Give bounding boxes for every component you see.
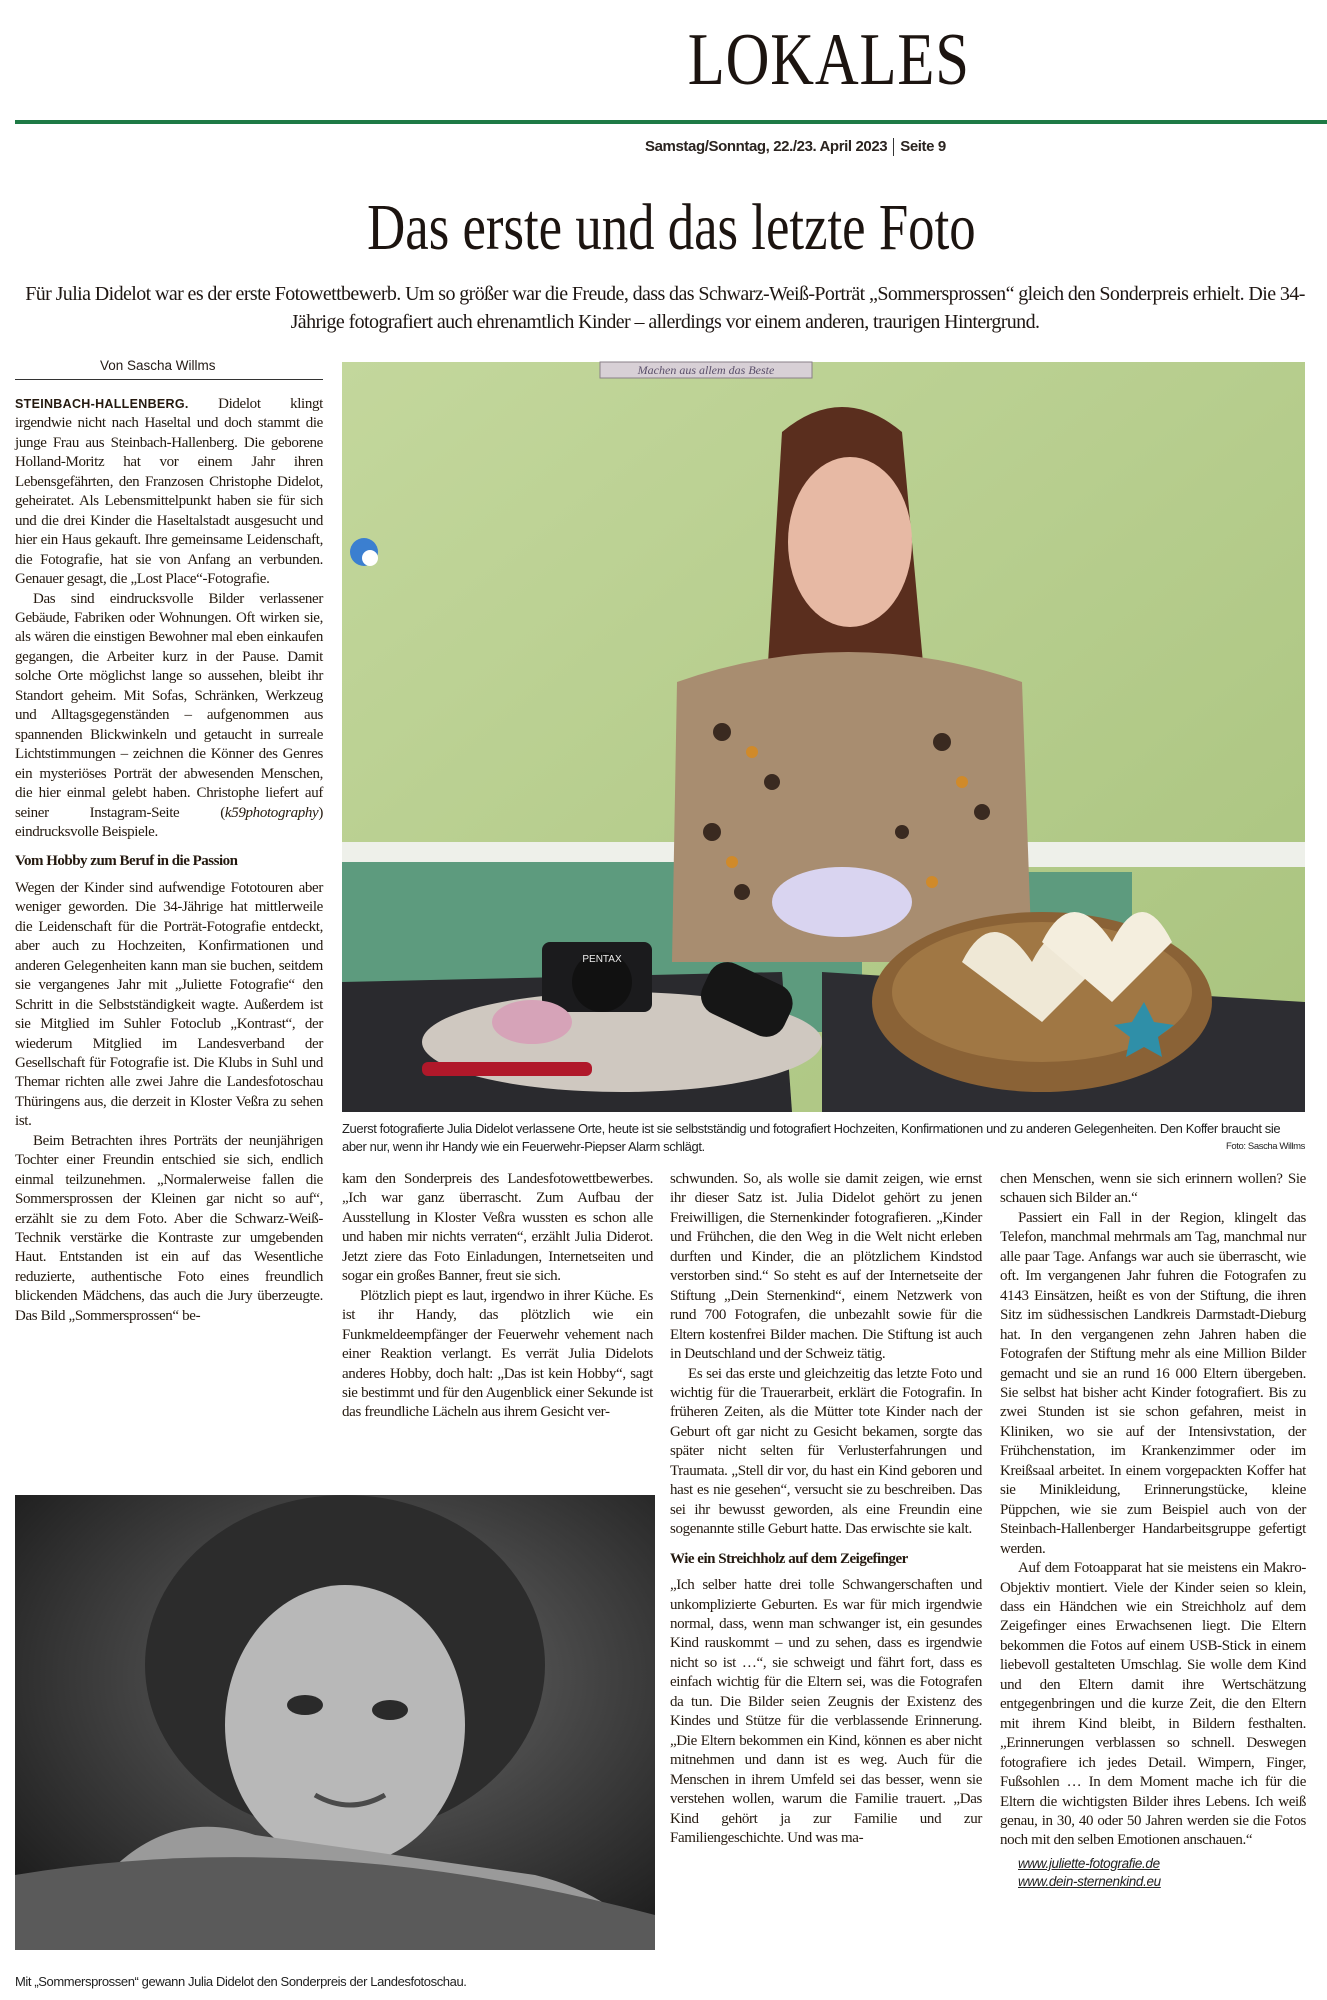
link-dein-sternenkind[interactable]: www.dein-sternenkind.eu	[1018, 1873, 1161, 1889]
section-title: LOKALES	[687, 19, 970, 101]
link-juliette-fotografie[interactable]: www.juliette-fotografie.de	[1018, 1855, 1160, 1871]
photo-woman-with-suitcase	[342, 362, 1305, 1112]
dateline	[645, 138, 946, 156]
divider	[893, 138, 894, 156]
header-rule	[15, 120, 1327, 124]
subheading: Vom Hobby zum Beruf in die Passion	[15, 853, 238, 870]
paragraph: kam den Sonderpreis des Landesfotowettbewerbes. „Ich war ganz überrascht. Zum Aufbau der Ausstellung in Kloster Veßra wussten es schon alle und haben mir nichts verraten“, erzählt Julia Diderot. Jetzt ziere das Foto Einladungen, Internetseiten und sogar ein großes Banner, freut sie sich.	[342, 1171, 653, 1285]
article-column-4	[1000, 1170, 1306, 1995]
paragraph-text: Das sind eindrucksvolle Bilder verlassener Gebäude, Fabriken oder Wohnungen. Oft wirken sie, als wären die einstigen Bewohner mal eben einkaufen gegangen, die Arbeiter kurz in der Pause. Damit solche Orte möglichst lange so aussehen, bleibt ihr Standort geheim. Mit Sofas, Schränken, Werkzeug und Alltagsgegenständen – aufgenommen aus spannenden Blickwinkeln und getaucht in surreale Lichtstimmungen – zeichnen die Könner des Genres ein mysteriöses Porträt der abwesenden Menschen, die hier einmal gelebt haben. Christophe liefert auf seiner Instagram-Seite (	[15, 590, 323, 821]
bw-photo-caption: Mit „Sommersprossen“ gewann Julia Didelot den Sonderpreis der Landesfotoschau.	[15, 1974, 467, 1989]
instagram-handle: k59photography	[224, 804, 319, 821]
paragraph: schwunden. So, als wolle sie damit zeigen, wie ernst ihr dieser Satz ist. Julia Didelot gehört zu jenen Freiwilligen, die Sternenkinder fotografieren. „Kinder und Frühchen, die den Weg in die Welt nicht erleben durften und Kinder, die an plötzlichem Kindstod verstorben sind.“ So steht es auf der Internetseite der Stiftung „Dein Sternenkind“, einem Netzwerk von rund 700 Fotografen, die unbezahlt sowie für die Eltern kostenfrei Bilder machen. Die Stiftung ist auch in Deutschland und der Schweiz tätig.	[670, 1171, 982, 1363]
article-column-2	[342, 1170, 653, 1465]
article-column-1	[15, 395, 323, 1324]
paragraph-text: Didelot klingt irgendwie nicht nach Haseltal und doch stammt die junge Frau aus Steinbach-Hallenberg. Die geborene Holland-Moritz hat vor einem Jahr ihren Lebensgefährten, den Franzosen Christophe Didelot, geheiratet. Als Lebensmittelpunkt haben sie für sich und die drei Kinder die Haseltalstadt ausgesucht und hier ein Haus gekauft. Ihre gemeinsame Leidenschaft, die Fotografie, hat sie von Anfang an verbunden. Genauer gesagt, die „Lost Place“-Fotografie.	[15, 396, 323, 588]
issue-date: Samstag/Sonntag, 22./23. April 2023	[645, 138, 888, 155]
paragraph: Wegen der Kinder sind aufwendige Fototouren aber weniger geworden. Die 34-Jährige hat mittlerweile die Leidenschaft für die Porträt-Fotografie entdeckt, aber auch zu Hochzeiten, Konfirmationen und anderen Gelegenheiten kann man sie buchen, seitdem sie vergangenes Jahr mit „Juliette Fotografie“ den Schritt in die Selbstständigkeit wagte. Außerdem ist sie Mitglied im Suhler Fotoclub „Kontrast“, der wiederum Mitglied im Landesverband der Gesellschaft für Fotografie ist. Die Klubs in Suhl und Themar richten alle zwei Jahre die Landesfotoschau Thüringens aus, die derzeit in Kloster Veßra zu sehen ist.	[15, 879, 323, 1130]
paragraph: „Ich selber hatte drei tolle Schwangerschaften und unkomplizierte Geburten. Es war für mich irgendwie normal, dass, wenn man schwanger ist, ein gesundes Kind rauskommt – und zu sehen, dass es irgendwie nicht so ist …“, sie schweigt und fährt fort, dass es einfach wichtig für die Eltern sei, was die Fotografen da tun. Die Bilder seien Zeugnis der Existenz des Kindes und Stütze für die verblassende Erinnerung. „Die Eltern bekommen ein Kind, können es aber nicht mitnehmen und dann ist es weg. Auch für die Menschen in ihrem Umfeld sei das besser, wenn sie verstehen wollen, warum die Familie trauert. „Das Kind gehört ja zur Familie und zur Familiengeschichte. Und was ma-	[670, 1577, 982, 1846]
bw-portrait-photo	[15, 1495, 655, 1950]
caption-text: Zuerst fotografierte Julia Didelot verlassene Orte, heute ist sie selbstständig und fotografiert Hochzeiten, Konfirmationen und zu anderen Gelegenheiten. Den Koffer braucht sie aber nur, wenn ihr Handy wie ein Feuerwehr-Piepser Alarm schlägt.	[342, 1121, 1281, 1154]
photo-credit: Foto: Sascha Willms	[1226, 1141, 1305, 1152]
article-column-3	[670, 1170, 982, 1995]
subheading: Wie ein Streichholz auf dem Zeigefinger	[670, 1550, 908, 1567]
main-photo	[342, 362, 1305, 1112]
paragraph: Plötzlich piept es laut, irgendwo in ihrer Küche. Es ist ihr Handy, das plötzlich wie ein Funkmeldeempfänger der Feuerwehr vehement nach einer Reaktion verlangt. Es verrät Julia Didelots anderes Hobby, doch halt: „Das ist kein Hobby“, sagt sie bestimmt und für den Augenblick einer Sekunde ist das freundliche Lächeln aus ihrem Gesicht ver-	[342, 1287, 653, 1421]
paragraph: Passiert ein Fall in der Region, klingelt das Telefon, manchmal mehrmals am Tag, manchmal nur alle paar Tage. Anfangs war auch sie überrascht, wie oft. Im vergangenen Jahr fuhren die Fotografen zu 4143 Einsätzen, heißt es von der Stiftung, die ihren Sitz im südhessischen Landkreis Darmstadt-Dieburg hat. In den vergangenen zehn Jahren haben die Fotografen der Stiftung mehr als eine Million Bilder gemacht und sie an rund 16 000 Eltern übergeben. Sie selbst hat bisher acht Kinder fotografiert. Bis zu zwei Stunden ist sie schon gefahren, meist in Kliniken, wo sie auf der Intensivstation, der Frühchenstation, im Krankenzimmer oder im Kreißsaal arbeitet. In einem vorgepackten Koffer hat sie Minikleidung, Erinnerungstücke, kleine Püppchen, wie sie zum Beispiel auch von der Steinbach-Hallenberger Handarbeitsgruppe gefertigt werden.	[1000, 1209, 1306, 1557]
subheadline: Für Julia Didelot war es der erste Fotowettbewerb. Um so größer war die Freude, dass das Schwarz-Weiß-Porträt „Sommersprossen“ gleich den Sonderpreis erhielt. Die 34-Jährige fotografiert auch ehrenamtlich Kinder – allerdings vor einem anderen, traurigen Hintergrund.	[25, 283, 1305, 333]
paragraph: chen Menschen, wenn sie sich erinnern wollen? Sie schauen sich Bilder an.“	[1000, 1171, 1306, 1207]
headline: Das erste und das letzte Foto	[367, 191, 976, 264]
paragraph: Es sei das erste und gleichzeitig das letzte Foto und wichtig für die Trauerarbeit, erklärt die Fotografin. In früheren Zeiten, als die Mütter tote Kinder nach der Geburt oft gar nicht zu Gesicht bekamen, sorgte das später nicht selten für Verlusterfahrungen und Traumata. „Stell dir vor, du hast ein Kind geboren und hast es nie gesehen“, versucht sie zu beschreiben. Das sei ihr bewusst geworden, als eine Freundin eine sogenannte stille Geburt hatte. Das erwischte sie kalt.	[670, 1365, 982, 1538]
photo-freckled-girl	[15, 1495, 655, 1950]
byline: Von Sascha Willms	[15, 358, 323, 380]
paragraph: Auf dem Fotoapparat hat sie meistens ein Makro-Objektiv montiert. Viele der Kinder seien so klein, dass ein Händchen wie ein Streichholz auf dem Zeigefinger eines Erwachsenen liegt. Die Eltern bekommen die Fotos auf einem USB-Stick in einem liebevoll gestalteten Umschlag. Sie wolle dem Kind und den Eltern damit ihre Wertschätzung entgegenbringen und die kurze Zeit, die den Eltern mit ihrem Kind bleibt, in Bildern festhalten. „Erinnerungen verblassen so schnell. Deswegen fotografiere ich jedes Detail. Wimpern, Finger, Fußsohlen … In dem Moment mache ich für die Eltern die wichtigsten Bilder ihres Lebens. Ich weiß genau, in 30, 40 oder 50 Jahren werden sie die Fotos noch mit den selben Emotionen anschauen.“	[1000, 1560, 1306, 1849]
link-list	[1000, 1855, 1306, 1891]
camera-brand: PENTAX	[582, 954, 622, 965]
page-number: Seite 9	[900, 138, 946, 155]
main-photo-caption	[342, 1120, 1305, 1156]
wall-sign-text: Machen aus allem das Beste	[637, 363, 775, 377]
place-dateline: STEINBACH-HALLENBERG.	[15, 397, 189, 411]
paragraph	[15, 395, 323, 590]
paragraph	[15, 590, 323, 843]
paragraph: Beim Betrachten ihres Porträts der neunjährigen Tochter einer Freundin entschied sie sich, endlich einmal teilzunehmen. „Normalerweise fallen die Sommersprossen der Kleinen gar nicht so auf“, erzählt sie zu dem Foto. Aber die Schwarz-Weiß-Technik verstärke die Kontraste zur umgebenden Haut. Entstanden ist ein auf das Wesentliche reduzierte, authentische Foto eines freundlich blickenden Mädchens, das auch die Jury überzeugte. Das Bild „Sommersprossen“ be-	[15, 1132, 323, 1324]
paragraph-text: ) eindrucksvolle Beispiele.	[15, 804, 323, 840]
